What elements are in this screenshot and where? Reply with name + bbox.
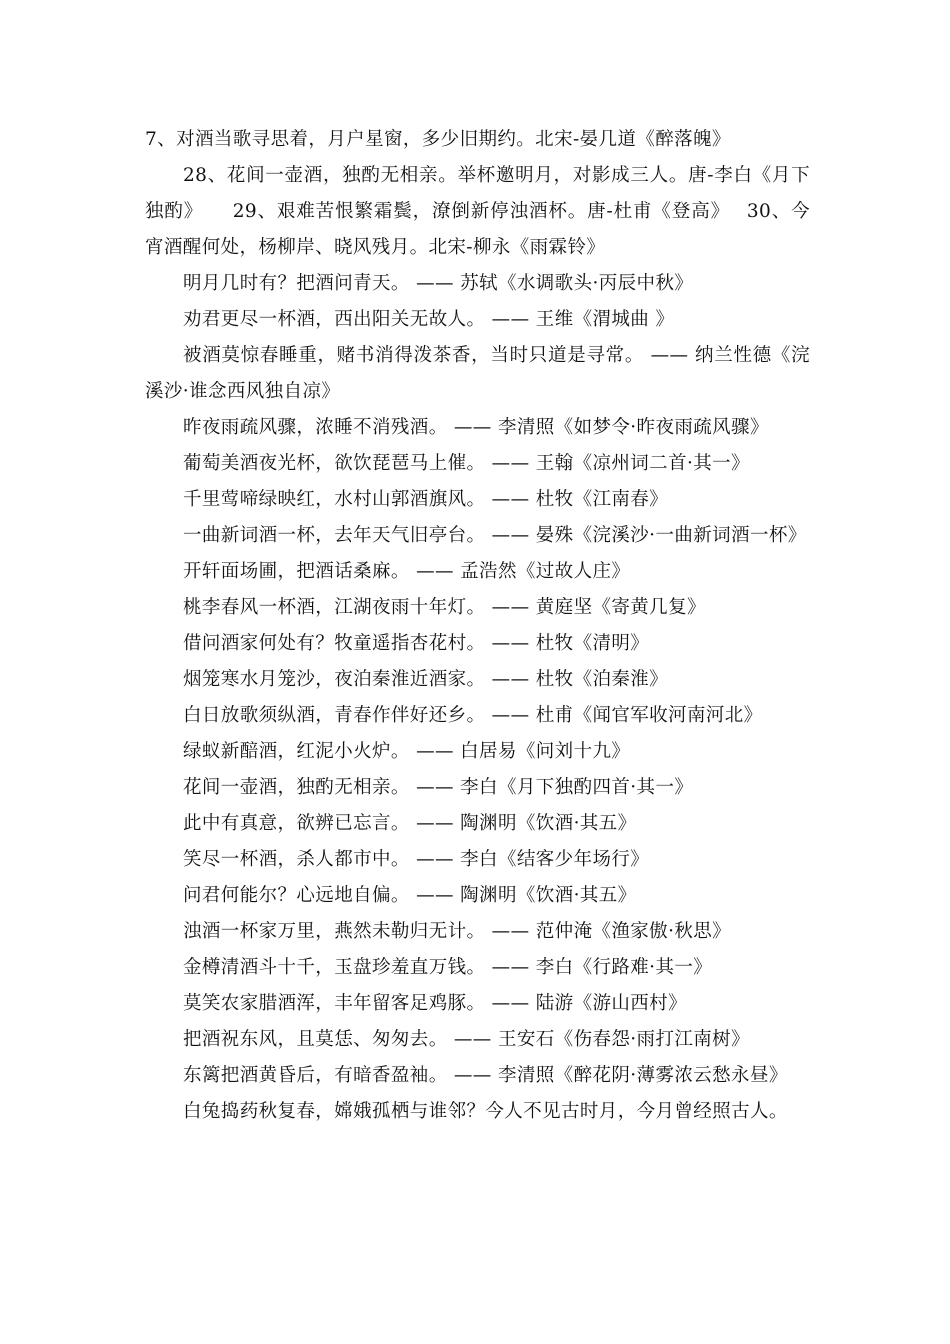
- paragraph-24: 东篱把酒黄昏后，有暗香盈袖。 —— 李清照《醉花阴·薄雾浓云愁永昼》: [183, 1065, 788, 1086]
- paragraph-8: 千里莺啼绿映红，水村山郭酒旗风。 —— 杜牧《江南春》: [183, 489, 669, 510]
- paragraph-3: 明月几时有？把酒问青天。 —— 苏轼《水调歌头·丙辰中秋》: [183, 273, 694, 294]
- paragraph-21: 金樽清酒斗十千，玉盘珍羞直万钱。 —— 李白《行路难·其一》: [183, 957, 713, 978]
- document-page: [145, 122, 810, 1130]
- paragraph-18: 笑尽一杯酒，杀人都市中。 —— 李白《结客少年场行》: [183, 849, 650, 870]
- paragraph-10: 开轩面场圃，把酒话桑麻。 —— 孟浩然《过故人庄》: [183, 561, 631, 582]
- paragraph-22: 莫笑农家腊酒浑，丰年留客足鸡豚。 —— 陆游《游山西村》: [183, 993, 687, 1014]
- paragraph-12: 借问酒家何处有？牧童遥指杏花村。 —— 杜牧《清明》: [183, 633, 650, 654]
- paragraph-16: 花间一壶酒，独酌无相亲。 —— 李白《月下独酌四首·其一》: [183, 777, 694, 798]
- paragraph-1: 7、对酒当歌寻思着，月户星窗，多少旧期约。北宋-晏几道《醉落魄》: [145, 129, 731, 150]
- paragraph-19: 问君何能尔？心远地自偏。 —— 陶渊明《饮酒·其五》: [183, 885, 637, 906]
- paragraph-6: 昨夜雨疏风骤，浓睡不消残酒。 —— 李清照《如梦令·昨夜雨疏风骤》: [183, 417, 769, 438]
- paragraph-7: 葡萄美酒夜光杯，欲饮琵琶马上催。 —— 王翰《凉州词二首·其一》: [183, 453, 750, 474]
- paragraph-4: 劝君更尽一杯酒，西出阳关无故人。 —— 王维《渭城曲 》: [183, 309, 675, 330]
- paragraph-13: 烟笼寒水月笼沙，夜泊秦淮近酒家。 —— 杜牧《泊秦淮》: [183, 669, 669, 690]
- paragraph-15: 绿蚁新醅酒，红泥小火炉。 —— 白居易《问刘十九》: [183, 741, 631, 762]
- paragraph-14: 白日放歌须纵酒，青春作伴好还乡。 —— 杜甫《闻官军收河南河北》: [183, 705, 763, 726]
- paragraph-25: 白兔捣药秋复春，嫦娥孤栖与谁邻？今人不见古时月，今月曾经照古人。: [183, 1101, 788, 1122]
- paragraph-20: 浊酒一杯家万里，燕然未勒归无计。 —— 范仲淹《渔家傲·秋思》: [183, 921, 732, 942]
- paragraph-23: 把酒祝东风，且莫恁、匆匆去。 —— 王安石《伤春怨·雨打江南树》: [183, 1029, 750, 1050]
- paragraph-2: 28、花间一壶酒，独酌无相亲。举杯邀明月，对影成三人。唐-李白《月下独酌》 29、艰难苦恨繁霜鬓，潦倒新停浊酒杯。唐-杜甫《登高》 30、今宵酒醒何处，杨柳岸、晓风残月。北宋-柳永《雨霖铃》: [145, 165, 810, 258]
- paragraph-5: 被酒莫惊春睡重，赌书消得泼茶香，当时只道是寻常。 —— 纳兰性德《浣溪沙·谁念西风独自凉》: [145, 345, 810, 402]
- paragraph-17: 此中有真意，欲辨已忘言。 —— 陶渊明《饮酒·其五》: [183, 813, 637, 834]
- paragraph-11: 桃李春风一杯酒，江湖夜雨十年灯。 —— 黄庭坚《寄黄几复》: [183, 597, 706, 618]
- paragraph-9: 一曲新词酒一杯，去年天气旧亭台。 —— 晏殊《浣溪沙·一曲新词酒一杯》: [183, 525, 807, 546]
